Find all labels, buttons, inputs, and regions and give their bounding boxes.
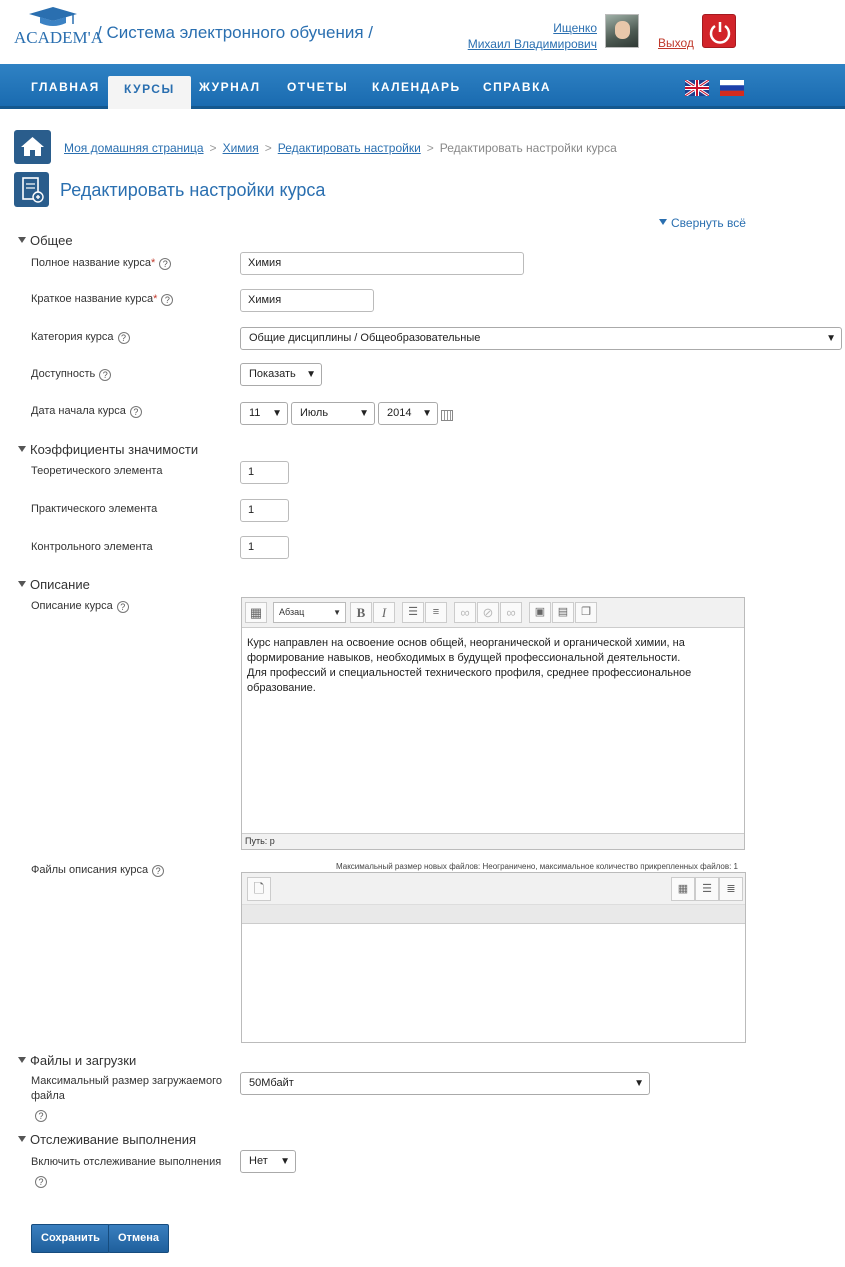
short-name-label: [31, 293, 173, 306]
paragraph-format-select[interactable]: [273, 602, 346, 623]
section-general[interactable]: [18, 233, 73, 248]
avatar-face: [615, 21, 630, 39]
nav-item-reports[interactable]: ОТЧЕТЫ: [287, 80, 349, 94]
paragraph-format-value: Абзац: [279, 607, 305, 617]
cancel-button[interactable]: Отмена: [108, 1224, 169, 1253]
breadcrumb-edit-settings[interactable]: Редактировать настройки: [277, 141, 421, 155]
uk-flag-icon[interactable]: [685, 80, 709, 96]
section-description-title: Описание: [30, 577, 90, 592]
dropdown-arrow-icon: ▼: [359, 408, 369, 419]
collapse-triangle-icon: [18, 1136, 26, 1142]
page-icon: [14, 172, 49, 207]
media-icon[interactable]: ▤: [552, 602, 574, 623]
breadcrumb-course[interactable]: Химия: [222, 141, 259, 155]
full-name-label: [31, 257, 171, 270]
russia-flag-icon[interactable]: [720, 80, 744, 96]
short-name-input[interactable]: Химия: [240, 289, 374, 312]
calendar-icon[interactable]: [441, 410, 453, 421]
completion-label: [31, 1155, 221, 1189]
max-size-label-text: Максимальный размер загружаемого файла: [31, 1075, 222, 1102]
help-icon[interactable]: ?: [118, 332, 130, 344]
section-uploads-title: Файлы и загрузки: [30, 1053, 137, 1068]
visibility-select[interactable]: [240, 363, 322, 386]
required-asterisk: *: [153, 293, 158, 305]
collapse-triangle-icon: [18, 446, 26, 452]
theory-label: Теоретического элемента: [31, 465, 163, 477]
site-title: / Система электронного обучения /: [97, 23, 374, 42]
editor-paragraph-2: Для профессий и специальностей технического профиля, среднее профессиональное образование.: [247, 667, 692, 694]
logout-button[interactable]: [702, 14, 736, 48]
breadcrumb-home[interactable]: Моя домашняя страница: [64, 141, 204, 155]
editor-toolbar: [242, 598, 744, 628]
completion-label-text: Включить отслеживание выполнения: [31, 1156, 222, 1168]
category-select[interactable]: [240, 327, 842, 350]
visibility-label: [31, 368, 111, 381]
full-name-label-text: Полное название курса: [31, 257, 151, 269]
document-edit-icon: [14, 172, 49, 207]
tree-view-icon[interactable]: ≣: [719, 877, 743, 901]
grid-view-icon[interactable]: ▦: [671, 877, 695, 901]
bold-icon[interactable]: B: [350, 602, 372, 623]
help-icon[interactable]: ?: [35, 1176, 47, 1188]
start-day-select[interactable]: [240, 402, 288, 425]
unlink-icon[interactable]: ⊘: [477, 602, 499, 623]
dropdown-arrow-icon: ▼: [272, 408, 282, 419]
breadcrumb-separator: >: [209, 141, 217, 155]
page-title: Редактировать настройки курса: [60, 180, 326, 200]
section-weights-title: Коэффициенты значимости: [30, 442, 199, 457]
dropdown-arrow-icon: ▼: [826, 333, 836, 344]
header: [0, 0, 845, 64]
start-day-value: 11: [249, 407, 261, 419]
graduation-cap-icon: [28, 6, 78, 28]
dropdown-arrow-icon: ▼: [634, 1078, 644, 1089]
completion-select[interactable]: [240, 1150, 296, 1173]
summary-editor[interactable]: [241, 597, 745, 850]
start-month-select[interactable]: [291, 402, 375, 425]
summary-label-text: Описание курса: [31, 600, 113, 612]
breadcrumb-current: Редактировать настройки курса: [439, 141, 617, 155]
add-file-icon[interactable]: 🗋: [247, 877, 271, 901]
manage-files-icon[interactable]: ❐: [575, 602, 597, 623]
nav-item-journal[interactable]: ЖУРНАЛ: [199, 80, 261, 94]
start-date-label-text: Дата начала курса: [31, 405, 126, 417]
section-weights[interactable]: [18, 442, 198, 457]
category-select-value: Общие дисциплины / Общеобразовательные: [249, 332, 481, 344]
section-completion[interactable]: [18, 1132, 196, 1147]
editor-paragraph-1: Курс направлен на освоение основ общей, неорганической и органической химии, на формирование навыков, необходимых в будущей профессиональной деятельности.: [247, 637, 685, 664]
short-name-label-text: Краткое название курса: [31, 293, 154, 305]
editor-path: Путь: p: [242, 833, 744, 849]
category-label-text: Категория курса: [31, 331, 114, 343]
start-year-value: 2014: [387, 407, 412, 419]
user-name[interactable]: [468, 20, 597, 52]
control-label: Контрольного элемента: [31, 541, 153, 553]
list-view-icon[interactable]: ☰: [695, 877, 719, 901]
help-icon[interactable]: ?: [117, 601, 129, 613]
files-label-text: Файлы описания курса: [31, 864, 149, 876]
logo-text: ACADEM'A: [14, 28, 104, 47]
completion-value: Нет: [249, 1155, 268, 1167]
numbered-list-icon[interactable]: ≡: [425, 602, 447, 623]
help-icon[interactable]: ?: [152, 865, 164, 877]
section-uploads[interactable]: [18, 1053, 136, 1068]
help-icon[interactable]: ?: [35, 1110, 47, 1122]
section-completion-title: Отслеживание выполнения: [30, 1132, 197, 1147]
home-icon: [14, 130, 51, 164]
file-manager-toolbar: [242, 873, 745, 905]
control-weight-input[interactable]: 1: [240, 536, 289, 559]
practice-label: Практического элемента: [31, 503, 158, 515]
help-icon[interactable]: ?: [99, 369, 111, 381]
breadcrumb-separator: >: [426, 141, 434, 155]
user-last-name[interactable]: Ищенко: [553, 21, 597, 35]
help-icon[interactable]: ?: [159, 258, 171, 270]
visibility-label-text: Доступность: [31, 368, 96, 380]
toolbar-toggle-icon[interactable]: ▦: [245, 602, 267, 623]
start-month-value: Июль: [300, 407, 329, 419]
max-size-select[interactable]: [240, 1072, 650, 1095]
collapse-all-label: Свернуть всё: [671, 216, 746, 230]
collapse-triangle-icon: [18, 581, 26, 587]
nav-item-courses[interactable]: КУРСЫ: [108, 76, 191, 109]
files-limit-note: Максимальный размер новых файлов: Неограничено, максимальное количество прикрепленных файлов: 1: [336, 862, 739, 871]
help-icon[interactable]: ?: [130, 406, 142, 418]
editor-content[interactable]: [242, 628, 744, 833]
file-manager[interactable]: [241, 872, 746, 1043]
start-date-label: [31, 405, 142, 418]
files-label: [31, 864, 164, 877]
summary-label: [31, 600, 129, 613]
start-year-select[interactable]: [378, 402, 438, 425]
max-size-label: [31, 1074, 226, 1123]
practice-weight-input[interactable]: 1: [240, 499, 289, 522]
dropdown-arrow-icon: ▼: [333, 608, 341, 617]
nav-item-help[interactable]: СПРАВКА: [483, 80, 552, 94]
chevron-down-icon: [659, 219, 667, 225]
image-icon[interactable]: ▣: [529, 602, 551, 623]
help-icon[interactable]: ?: [161, 294, 173, 306]
nav-item-home[interactable]: ГЛАВНАЯ: [31, 80, 100, 94]
section-description[interactable]: [18, 577, 90, 592]
file-manager-path: [242, 905, 745, 924]
avatar[interactable]: [605, 14, 639, 48]
max-size-value: 50Мбайт: [249, 1077, 294, 1089]
italic-icon[interactable]: I: [373, 602, 395, 623]
anchor-icon[interactable]: ∞: [500, 602, 522, 623]
collapse-triangle-icon: [18, 1057, 26, 1063]
save-button[interactable]: Сохранить: [31, 1224, 110, 1253]
main-nav: [0, 64, 845, 109]
academia-logo[interactable]: [14, 6, 104, 47]
collapse-all-link[interactable]: [659, 216, 746, 230]
required-asterisk: *: [150, 257, 156, 269]
dropdown-arrow-icon: ▼: [306, 369, 316, 380]
logout-link[interactable]: Выход: [658, 36, 694, 50]
home-button[interactable]: [14, 130, 51, 164]
power-icon: [703, 15, 737, 49]
full-name-input[interactable]: Химия: [240, 252, 524, 275]
dropdown-arrow-icon: ▼: [280, 1156, 290, 1167]
section-general-title: Общее: [30, 233, 73, 248]
link-icon[interactable]: ∞: [454, 602, 476, 623]
category-label: [31, 331, 130, 344]
bullet-list-icon[interactable]: ☰: [402, 602, 424, 623]
dropdown-arrow-icon: ▼: [422, 408, 432, 419]
breadcrumb: [64, 141, 617, 155]
visibility-select-value: Показать: [249, 368, 296, 380]
theory-weight-input[interactable]: 1: [240, 461, 289, 484]
breadcrumb-separator: >: [264, 141, 272, 155]
nav-item-calendar[interactable]: КАЛЕНДАРЬ: [372, 80, 461, 94]
user-first-middle[interactable]: Михаил Владимирович: [467, 37, 597, 51]
collapse-triangle-icon: [18, 237, 26, 243]
